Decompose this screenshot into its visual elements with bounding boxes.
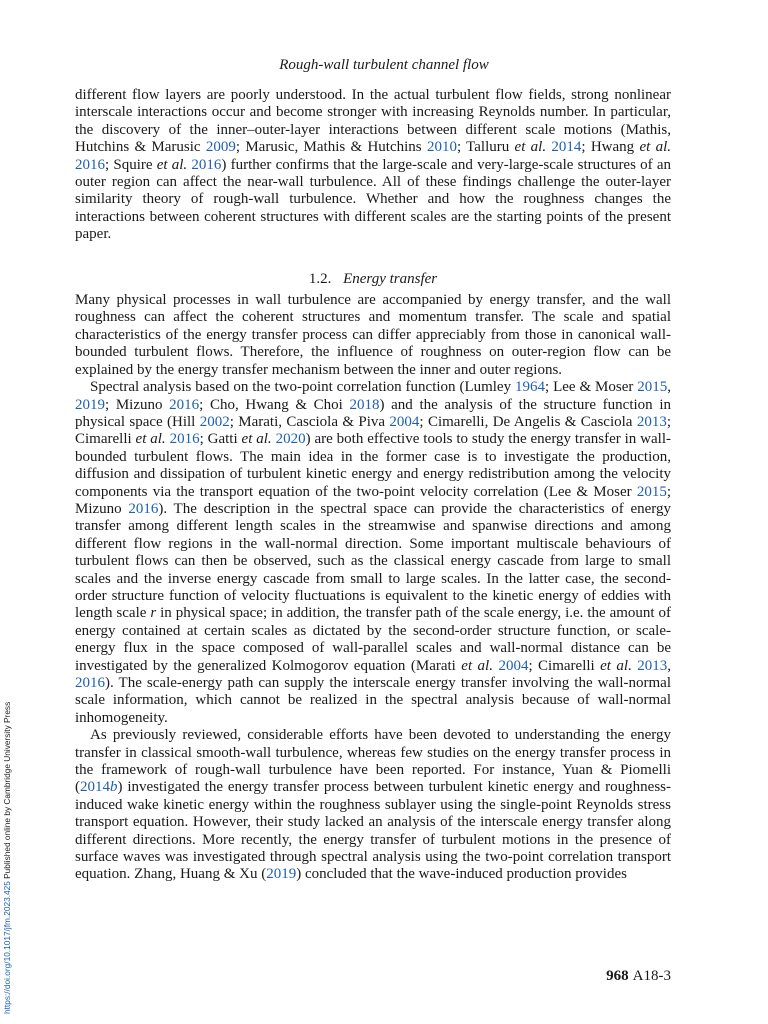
text-run: ) investigated the energy transfer process between turbulent kinetic energy and roughness-induced wake kinetic energy within the roughness sublayer using the single-point Reynolds stress transport equation. However, their study lacked an analysis of the interscale energy transfer along different directions. More recently, the energy transfer of turbulent motions in the presence of surface waves was investigated through spectral analysis using the two-point correlation transport equation. Zhang, Huang & Xu ( <box>75 779 671 883</box>
body-text <box>75 87 671 884</box>
volume-number: 968 <box>606 968 629 984</box>
text-run: ; Marusic, Mathis & Hutchins <box>235 139 427 156</box>
text-run: et al. <box>461 657 493 674</box>
text-run: ) are both effective tools to study the energy transfer in wall-bounded turbulent flows. The main idea in the former case is to investigate the production, diffusion and dissipation of turbulent kinetic energy and energy redistribution among the velocity components via the transport equation of the two-point velocity correlation (Lee & Moser <box>75 431 672 500</box>
paragraph-2 <box>75 292 671 379</box>
citation-link[interactable]: 2010 <box>426 139 457 156</box>
section-title: Energy transfer <box>343 270 438 287</box>
text-run: Spectral analysis based on the two-point correlation function (Lumley <box>90 379 515 396</box>
paragraph-1 <box>75 87 671 244</box>
citation-link[interactable]: 2016 <box>75 156 105 173</box>
text-run: , <box>667 657 672 674</box>
citation-link[interactable]: 2013 <box>637 657 668 674</box>
text-run: different flow layers are poorly understood. In the actual turbulent flow fields, strong nonlinear interscale interactions occur and become stronger with increasing Reynolds number. In particular, the discovery of the inner–outer-layer interactions between different scale motions (Mathis, Hutchins & Marusic <box>75 87 671 156</box>
text-run: ; Cimarelli <box>75 413 671 448</box>
citation-link[interactable]: 2016 <box>75 675 105 691</box>
running-head: Rough-wall turbulent channel flow <box>279 57 489 73</box>
article-number: A18-3 <box>632 968 671 984</box>
text-run: , <box>667 379 671 396</box>
text-run: et al. <box>241 431 272 448</box>
citation-link[interactable]: 1964 <box>515 379 545 396</box>
text-run: in physical space; in addition, the transfer path of the scale energy, i.e. the amount of energy contained at certain scales as dictated by the second-order structure function, or scale-energy flux in the space composed of wall-parallel scales and wall-normal distance can be investigated by the generalized Kolmogorov equation (Marati <box>75 605 671 674</box>
text-run: ) and the analysis of the structure function in physical space (Hill <box>75 396 671 430</box>
citation-link[interactable]: 2009 <box>205 139 236 156</box>
citation-link[interactable]: 2019 <box>266 866 297 883</box>
citation-link[interactable]: 2014 <box>551 139 582 156</box>
text-run: ; Cimarelli, De Angelis & Casciola <box>419 413 637 430</box>
text-run: ). The description in the spectral space can provide the characteristics of energy transfer among different length scales in the streamwise and spanwise directions and among different flow regions in the wall-normal direction. Some important multiscale behaviours of turbulent flows can then be observed, such as the classical energy cascade from large to small scales and the inverse energy cascade from small to large scales. In the latter case, the second-order structure function of velocity fluctuations is equivalent to the kinetic energy of eddies with length scale <box>75 500 671 622</box>
text-run: ; Gatti <box>199 431 242 448</box>
text-run: ; Talluru <box>456 139 515 156</box>
text-run: ) further confirms that the large-scale and very-large-scale structures of an outer region can affect the near-wall turbulence. All of these findings challenge the outer-layer similarity theory of rough-wall turbulence. Whether and how the roughness changes the interactions between coherent structures with different scales are the starting points of the present paper. <box>75 156 671 243</box>
citation-link[interactable]: 2016 <box>128 500 159 517</box>
paragraph-3 <box>75 379 671 727</box>
citation-link[interactable]: 2002 <box>199 413 230 430</box>
citation-link[interactable]: 2013 <box>636 413 667 430</box>
text-run: ; Marati, Casciola & Piva <box>229 413 390 430</box>
text-run: ; Cimarelli <box>528 657 601 674</box>
citation-link[interactable]: 2016 <box>169 396 200 413</box>
text-run: et al. <box>156 156 188 173</box>
citation-link[interactable]: 2019 <box>75 396 105 413</box>
doi-link[interactable]: https://doi.org/10.1017/jfm.2023.425 <box>2 881 12 1014</box>
text-run: r <box>150 605 157 622</box>
text-run: ; Mizuno <box>105 396 170 413</box>
publisher-note: Published online by Cambridge University Press <box>2 701 12 882</box>
citation-link[interactable]: 2015 <box>636 483 667 500</box>
text-run: et al. <box>639 139 672 156</box>
citation-link[interactable]: 2004 <box>498 657 529 674</box>
text-run: ). The scale-energy path can supply the interscale energy transfer involving the wall-normal scale information, which cannot be realized in the spectral analysis because of wall-normal inhomogeneity. <box>75 675 671 726</box>
text-run: et al. <box>514 139 547 156</box>
text-run: ; Squire <box>105 156 157 173</box>
citation-link[interactable]: b <box>110 779 118 796</box>
citation-link[interactable]: 2004 <box>389 413 420 430</box>
text-run: ; Lee & Moser <box>545 379 638 396</box>
section-heading <box>75 271 671 288</box>
text-run: Many physical processes in wall turbulence are accompanied by energy transfer, and the wall roughness can affect the coherent structures and momentum transfer. The scale and spatial characteristics of the energy transfer process can differ appreciably from those in canonical wall-bounded turbulent flows. Therefore, the influence of roughness on outer-region flow can be explained by the energy transfer mechanism between the inner and outer regions. <box>75 292 671 378</box>
text-run: ) concluded that the wave-induced production provides <box>296 866 627 883</box>
text-run: et al. <box>135 431 166 448</box>
citation-link[interactable]: 2016 <box>191 156 222 173</box>
text-run: et al. <box>600 657 632 674</box>
text-run: As previously reviewed, considerable efforts have been devoted to understanding the energy transfer in classical smooth-wall turbulence, whereas few studies on the energy transfer process in the framework of rough-wall turbulence have been reported. For instance, Yuan & Piomelli ( <box>75 727 671 796</box>
citation-link[interactable]: 2016 <box>169 431 200 448</box>
text-run: ; Cho, Hwang & Choi <box>199 396 350 413</box>
section-number: 1.2. <box>308 270 332 287</box>
citation-link[interactable]: 2015 <box>637 379 668 396</box>
paragraph-4 <box>75 727 671 884</box>
citation-link[interactable]: 2014 <box>80 779 110 796</box>
text-run: ; Mizuno <box>75 483 671 517</box>
citation-link[interactable]: 2018 <box>349 396 380 413</box>
page-footer <box>606 968 671 985</box>
citation-link[interactable]: 2020 <box>275 431 306 448</box>
text-run: ; Hwang <box>581 139 640 156</box>
